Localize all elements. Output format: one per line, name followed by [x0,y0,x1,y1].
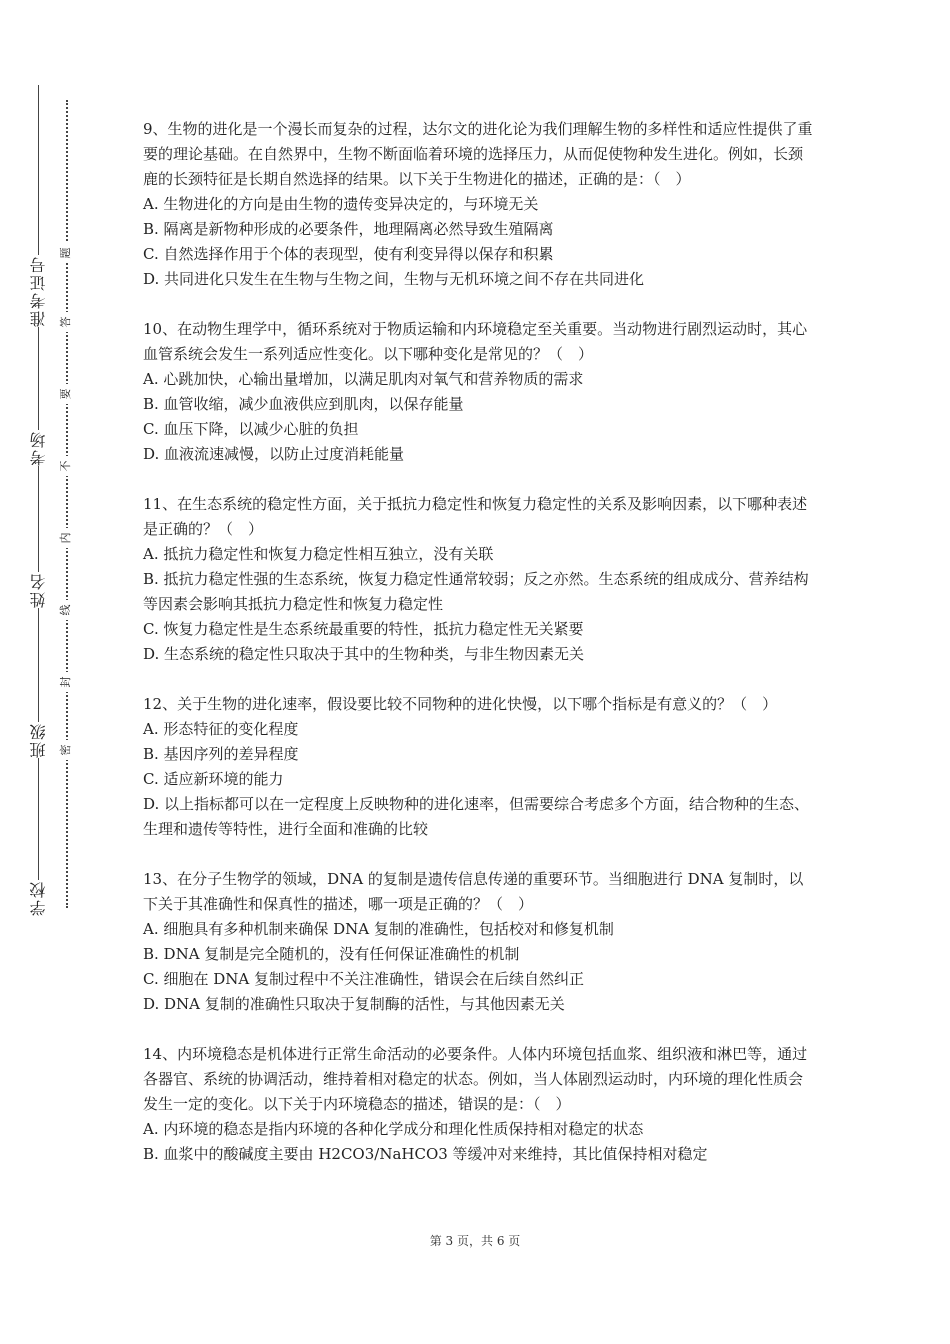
question-list [143,117,815,1192]
margin-field-exam-number: 准考证号 [22,255,56,327]
seal-char: 要 [56,384,76,404]
seal-char: 密 [56,740,76,760]
question-stem: 13、在分子生物学的领域，DNA 的复制是遗传信息传递的重要环节。当细胞进行 DNA 复制时，以下关于其准确性和保真性的描述，哪一项是正确的？（ ） [143,870,804,913]
page-number: 第 3 页，共 6 页 [429,1234,521,1248]
option-b: B. 隔离是新物种形成的必要条件，地理隔离必然导致生殖隔离 [143,220,554,238]
option-d: D. 共同进化只发生在生物与生物之间，生物与无机环境之间不存在共同进化 [143,270,645,288]
question-stem: 10、在动物生理学中，循环系统对于物质运输和内环境稳定至关重要。当动物进行剧烈运动时，其心血管系统会发生一系列适应性变化。以下哪种变化是常见的？（ ） [143,320,808,363]
margin-field-exam-room: 考场 [22,430,56,466]
question-stem: 12、关于生物的进化速率，假设要比较不同物种的进化快慢，以下哪个指标是有意义的？（ ） [143,695,778,713]
seal-char: 封 [56,672,76,692]
option-b: B. 血浆中的酸碱度主要由 H2CO3/NaHCO3 等缓冲对来维持，其比值保持相对稳定 [143,1145,708,1163]
option-a: A. 抵抗力稳定性和恢复力稳定性相互独立，没有关联 [143,545,494,563]
option-c: C. 恢复力稳定性是生态系统最重要的特性，抵抗力稳定性无关紧要 [143,620,584,638]
option-b: B. 基因序列的差异程度 [143,745,299,763]
question-9 [143,117,815,292]
option-a: A. 细胞具有多种机制来确保 DNA 复制的准确性，包括校对和修复机制 [143,920,614,938]
option-c: C. 自然选择作用于个体的表现型，使有利变异得以保存和积累 [143,245,554,263]
question-12 [143,692,815,842]
question-14 [143,1042,815,1167]
option-b: B. 血管收缩，减少血液供应到肌肉，以保存能量 [143,395,464,413]
question-stem: 9、生物的进化是一个漫长而复杂的过程，达尔文的进化论为我们理解生物的多样性和适应性提供了重要的理论基础。在自然界中，生物不断面临着环境的选择压力，从而促使物种发生进化。例如，长颈鹿的长颈特征是长期自然选择的结果。以下关于生物进化的描述，正确的是：（ ） [143,120,813,188]
seal-char: 线 [56,600,76,620]
question-10 [143,317,815,467]
option-d: D. 血液流速减慢，以防止过度消耗能量 [143,445,405,463]
seal-char: 不 [56,456,76,476]
option-d: D. DNA 复制的准确性只取决于复制酶的活性，与其他因素无关 [143,995,565,1013]
option-a: A. 内环境的稳态是指内环境的各种化学成分和理化性质保持相对稳定的状态 [143,1120,644,1138]
option-a: A. 形态特征的变化程度 [143,720,299,738]
option-c: C. 适应新环境的能力 [143,770,284,788]
margin-field-name: 姓名 [22,572,56,608]
seal-char: 答 [56,312,76,332]
option-b: B. DNA 复制是完全随机的，没有任何保证准确性的机制 [143,945,520,963]
option-b: B. 抵抗力稳定性强的生态系统，恢复力稳定性通常较弱；反之亦然。生态系统的组成成分、营养结构等因素会影响其抵抗力稳定性和恢复力稳定性 [143,570,809,613]
question-stem: 11、在生态系统的稳定性方面，关于抵抗力稳定性和恢复力稳定性的关系及影响因素，以下哪种表述是正确的？（ ） [143,495,808,538]
option-a: A. 心跳加快，心输出量增加，以满足肌肉对氧气和营养物质的需求 [143,370,584,388]
seal-char: 题 [56,243,76,263]
option-d: D. 以上指标都可以在一定程度上反映物种的进化速率，但需要综合考虑多个方面，结合物种的生态、生理和遗传等特性，进行全面和准确的比较 [143,795,810,838]
margin-field-class: 班级 [22,722,56,758]
option-c: C. 细胞在 DNA 复制过程中不关注准确性，错误会在后续自然纠正 [143,970,585,988]
binding-line-dotted [66,100,68,908]
question-stem: 14、内环境稳态是机体进行正常生命活动的必要条件。人体内环境包括血浆、组织液和淋巴等，通过各器官、系统的协调活动，维持着相对稳定的状态。例如，当人体剧烈运动时，内环境的理化性质会发生一定的变化。以下关于内环境稳态的描述，错误的是：（ ） [143,1045,808,1113]
question-11 [143,492,815,667]
margin-field-school: 学校 [22,880,56,916]
binding-line-solid [38,85,39,915]
question-13 [143,867,815,1017]
option-c: C. 血压下降，以减少心脏的负担 [143,420,359,438]
option-a: A. 生物进化的方向是由生物的遗传变异决定的，与环境无关 [143,195,539,213]
seal-char: 内 [56,528,76,548]
option-d: D. 生态系统的稳定性只取决于其中的生物种类，与非生物因素无关 [143,645,585,663]
